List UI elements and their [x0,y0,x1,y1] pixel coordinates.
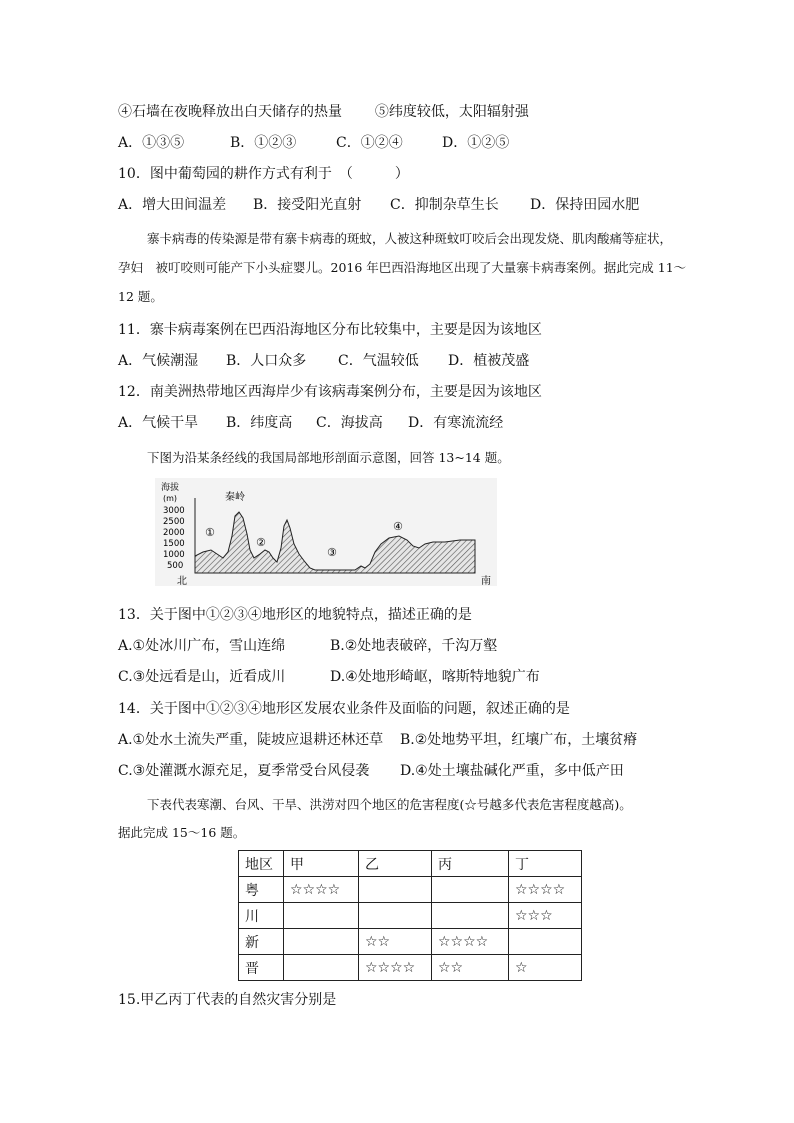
ytick-2000: 2000 [163,528,185,538]
q11-answer-d[interactable]: D．植被茂盛 [448,353,530,369]
q14-answers-row2 [118,761,624,781]
table-cell [432,877,509,903]
peak-label-qinling: 秦岭 [225,492,245,503]
q9-answer-d[interactable]: D．①②⑤ [442,135,510,151]
q9-option-5: ⑤纬度较低，太阳辐射强 [374,104,529,120]
ytick-1500: 1500 [163,539,185,549]
q10-answer-a[interactable]: A．增大田间温差 [118,197,227,213]
q12-answer-a[interactable]: A．气候干旱 [118,415,199,431]
table-cell: 晋 [239,955,284,981]
q12-answer-b[interactable]: B．纬度高 [226,415,293,431]
table-cell [284,903,359,929]
disaster-table [238,850,582,981]
table-cell: 新 [239,929,284,955]
table-header-yi: 乙 [359,851,432,877]
table-cell: ☆☆ [359,929,432,955]
q13-stem: 13．关于图中①②③④地形区的地貌特点，描述正确的是 [118,607,472,623]
table-cell: ☆☆ [432,955,509,981]
q10-answer-c[interactable]: C．抑制杂草生长 [390,197,499,213]
table-row [239,929,582,955]
q15-stem: 15.甲乙丙丁代表的自然灾害分别是 [118,992,337,1008]
table-row [239,955,582,981]
table-intro-line2: 据此完成 15～16 题。 [118,825,246,840]
q10-answer-b[interactable]: B．接受阳光直射 [253,197,362,213]
table-cell: ☆☆☆☆ [509,877,582,903]
q14-answer-d[interactable]: D.④处土壤盐碱化严重，多中低产田 [400,763,624,779]
q14-answers-row1 [118,730,637,750]
table-intro-line1: 下表代表寒潮、台风、干旱、洪涝对四个地区的危害程度(☆号越多代表危害程度越高)。 [147,797,632,812]
terrain-profile-figure [155,478,497,586]
zika-intro-line3: 12 题。 [118,289,163,304]
q9-option-4: ④石墙在夜晚释放出白天储存的热量 [118,104,342,120]
table-cell [432,903,509,929]
q11-answer-a[interactable]: A．气候潮湿 [118,353,199,369]
q14-stem: 14．关于图中①②③④地形区发展农业条件及面临的问题，叙述正确的是 [118,701,570,717]
q10-answers [118,195,639,215]
q12-answer-d[interactable]: D．有寒流流经 [408,415,504,431]
q13-answer-d[interactable]: D.④处地形崎岖，喀斯特地貌广布 [330,669,540,685]
q11-answer-b[interactable]: B．人口众多 [226,353,307,369]
q13-answers-row1 [118,636,497,656]
q12-answers [118,413,503,433]
direction-north: 北 [177,576,187,586]
q11-stem: 11．寨卡病毒案例在巴西沿海地区分布比较集中，主要是因为该地区 [118,322,542,338]
table-cell: ☆☆☆☆ [284,877,359,903]
table-cell: ☆☆☆☆ [359,955,432,981]
q13-answers-row2 [118,667,540,687]
table-row [239,903,582,929]
q13-answer-b[interactable]: B.②处地表破碎，千沟万壑 [330,638,498,654]
marker-2: ② [256,536,266,549]
marker-4: ④ [393,520,403,533]
profile-intro: 下图为沿某条经线的我国局部地形剖面示意图，回答 13~14 题。 [147,450,510,465]
table-cell [509,929,582,955]
table-cell: ☆ [509,955,582,981]
table-cell: ☆☆☆ [509,903,582,929]
q14-answer-a[interactable]: A.①处水土流失严重，陡坡应退耕还林还草 [118,732,384,748]
q9-answers [118,133,509,153]
q9-answer-a[interactable]: A．①③⑤ [118,135,185,151]
table-cell [359,903,432,929]
table-header-region: 地区 [239,851,284,877]
q13-answer-a[interactable]: A.①处冰川广布，雪山连绵 [118,638,286,654]
direction-south: 南 [481,576,491,586]
q12-stem: 12．南美洲热带地区西海岸少有该病毒案例分布，主要是因为该地区 [118,384,542,400]
q14-answer-b[interactable]: B.②处地势平坦，红壤广布，土壤贫瘠 [400,732,638,748]
ylabel-line1: 海拔 [161,483,180,493]
q11-answer-c[interactable]: C．气温较低 [338,353,419,369]
table-cell: 川 [239,903,284,929]
ytick-2500: 2500 [163,517,185,527]
table-cell [284,929,359,955]
table-row [239,877,582,903]
table-header-jia: 甲 [284,851,359,877]
q10-answer-d[interactable]: D．保持田园水肥 [530,197,640,213]
marker-3: ③ [327,546,337,559]
ytick-500: 500 [167,561,184,571]
q10-stem: 10．图中葡萄园的耕作方式有利于 （ ） [118,166,409,182]
ylabel-line2: (m) [163,494,178,503]
q9-options-line [118,102,529,122]
ytick-1000: 1000 [163,550,185,560]
table-header-row [239,851,582,877]
q14-answer-c[interactable]: C.③处灌溉水源充足，夏季常受台风侵袭 [118,763,370,779]
q9-answer-c[interactable]: C．①②④ [336,135,403,151]
q11-answers [118,351,529,371]
table-header-bing: 丙 [432,851,509,877]
table-cell: 粤 [239,877,284,903]
zika-intro-line1: 寨卡病毒的传染源是带有寨卡病毒的斑蚊，人被这种斑蚊叮咬后会出现发烧、肌肉酸痛等症状， [147,231,673,246]
q9-answer-b[interactable]: B．①②③ [230,135,297,151]
q13-answer-c[interactable]: C.③处远看是山，近看成川 [118,669,286,685]
table-cell [359,877,432,903]
table-header-ding: 丁 [509,851,582,877]
ytick-3000: 3000 [163,506,185,516]
q12-answer-c[interactable]: C．海拔高 [316,415,383,431]
table-cell [284,955,359,981]
zika-intro-line2: 孕妇 被叮咬则可能产下小头症婴儿。2016 年巴西沿海地区出现了大量寨卡病毒案例。据此完成 11～ [118,260,687,275]
table-cell: ☆☆☆☆ [432,929,509,955]
marker-1: ① [205,526,215,539]
